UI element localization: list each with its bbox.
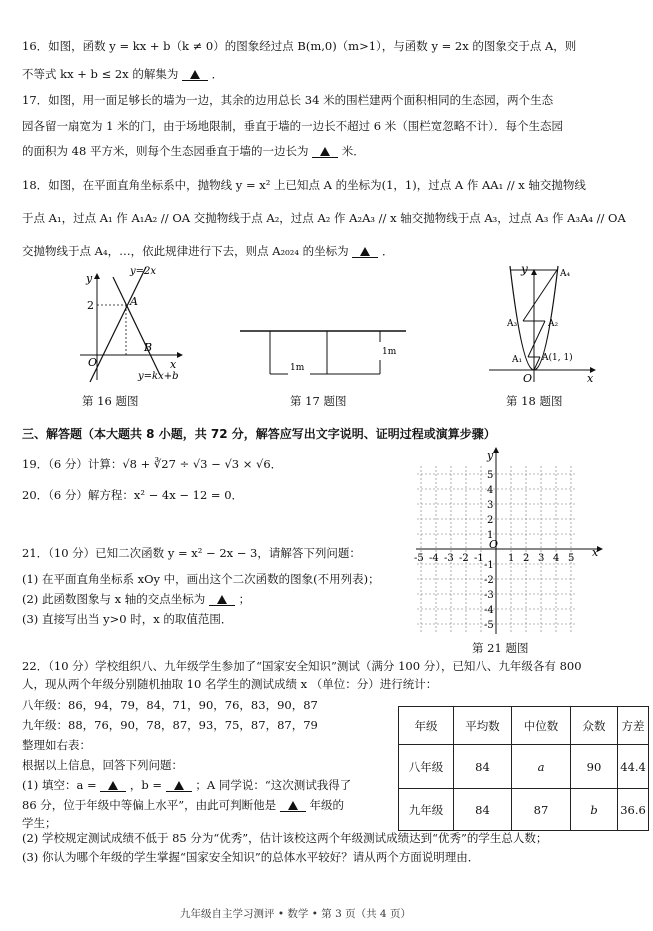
triangle-icon [174,781,184,790]
table-cell: 87 [512,789,571,831]
table-header-cell: 方差 [618,707,649,745]
fig21-caption: 第 21 题图 [472,641,529,655]
q18-line3 [22,243,393,259]
q22-grade8: 八年级：86，94，79，84，71，90，76，83，90，87 [22,698,318,712]
q16-line2-end: ． [211,67,224,81]
fig16-label-ykxb: y=kx+b [138,371,179,382]
table-cell: 八年级 [399,745,454,789]
q18-line3-text: 交抛物线于点 A₄，…，依此规律进行下去，则点 A₂₀₂₄ 的坐标为 [22,244,349,258]
x-tick-label: -2 [459,553,469,564]
figure-16 [70,262,200,387]
q20: 20．（6 分）解方程：x² − 4x − 12 = 0． [22,488,244,502]
fig18-point-a1: A₁ [512,355,523,365]
table-header-row [399,707,649,745]
fig16-caption: 第 16 题图 [82,394,139,408]
fig17-door-label-right: 1m [382,347,397,357]
q17-line3-text: 的面积为 48 平方米，则每个生态园垂直于墙的一边长为 [22,144,309,158]
fig18-x-label: x [587,372,594,385]
table-cell: 九年级 [399,789,454,831]
table-header-cell: 年级 [399,707,454,745]
q22-p1-a-text: (1) 填空：a = [22,778,97,792]
fig16-x-label: x [170,358,177,371]
fig16-y-label: y [86,272,93,285]
fig18-origin: O [523,372,533,385]
fig17-caption: 第 17 题图 [290,394,347,408]
table-cell: 44.4 [618,745,649,789]
table-cell: 84 [454,789,512,831]
q22-answer-intro: 根据以上信息，回答下列问题： [22,758,183,772]
table-header-cell: 中位数 [512,707,571,745]
q22-p1-b-text: ，b = [129,778,163,792]
triangle-icon [190,70,200,79]
q21-line3 [22,591,250,607]
q22-line1: 22．（10 分）学校组织八、九年级学生参加了“国家安全知识”测试（满分 100 分），已知八、九年级各有 800 [22,659,582,673]
q22-b-blank [166,779,192,792]
table-row [399,789,649,831]
q16-line1: 16．如图，函数 y = kx + b（k ≠ 0）的图象经过点 B(m,0)（m>1），与函数 y = 2x 的图象交于点 A，则 [22,39,577,53]
q22-p1-line2 [22,797,344,813]
x-tick-label: 2 [523,553,530,564]
q17-line3-end: 米． [341,144,365,158]
q22-stats-table [398,706,649,831]
q16-answer-blank [182,68,208,81]
fig18-seg-a1a2 [528,321,545,357]
q22-grade-blank [280,799,306,812]
figure-21-grid [412,442,608,638]
fig18-point-a3: A₃ [507,319,518,329]
triangle-icon [360,247,370,256]
table-header-cell: 平均数 [454,707,512,745]
fig21-origin: O [489,538,499,551]
page-footer: 九年级自主学习测评 • 数学 • 第 3 页（共 4 页） [180,908,411,920]
fig21-y-label: y [487,449,494,462]
fig16-tick-2: 2 [87,299,94,312]
q22-organize: 整理如右表： [22,738,91,752]
q21-line2: (1) 在平面直角坐标系 xOy 中，画出这个二次函数的图象(不用列表)； [22,572,380,586]
fig16-point-a: A [130,295,138,308]
q21-line1: 21．（10 分）已知二次函数 y = x² − 2x − 3，请解答下列问题： [22,546,361,560]
y-tick-label: 2 [487,515,494,526]
fig18-y-label: y [521,264,528,276]
q17-line3 [22,143,365,159]
fig16-line-ykxb [113,277,160,375]
x-tick-label: -5 [414,553,424,564]
fig18-point-a2: A₂ [548,319,559,329]
x-tick-label: -3 [444,553,454,564]
triangle-icon [217,595,227,604]
fig16-line-y2x [90,267,146,382]
q22-a-blank [100,779,126,792]
x-tick-label: -1 [474,553,484,564]
y-tick-label: -5 [484,620,494,631]
q18-line1: 18．如图，在平面直角坐标系中，抛物线 y = x² 上已知点 A 的坐标为(1，1)，过点 A 作 AA₁ // x 轴交抛物线 [22,178,586,192]
table-cell: a [512,745,571,789]
x-tick-label: -4 [429,553,439,564]
q21-line3-end: ； [238,592,251,606]
y-tick-label: -4 [484,605,494,616]
q16-line2-text: 不等式 kx + b ≤ 2x 的解集为 [22,67,179,81]
q22-p1-line2-end: 年级的 [309,798,344,812]
q19: 19．（6 分）计算：√8 + ∛27 ÷ √3 − √3 × √6． [22,457,283,471]
fig18-point-a: A(1, 1) [542,353,573,363]
q22-p1-line2-text: 86 分，位于年级中等偏上水平”，由此可判断他是 [22,798,277,812]
q21-answer-blank [209,593,235,606]
y-tick-label: 4 [487,485,494,496]
fig18-caption: 第 18 题图 [506,394,563,408]
q21-line4: (3) 直接写出当 y>0 时，x 的取值范围． [22,612,233,626]
q21-line3-text: (2) 此函数图象与 x 轴的交点坐标为 [22,592,206,606]
triangle-icon [108,781,118,790]
q22-line2: 人，现从两个年级分别随机抽取 10 名学生的测试成绩 x （单位：分）进行统计： [22,677,438,691]
y-tick-label: 5 [487,470,494,481]
y-tick-label: -2 [484,575,494,586]
section-3-heading: 三、解答题（本大题共 8 小题，共 72 分，解答应写出文字说明、证明过程或演算步骤） [22,427,496,441]
y-tick-label: 1 [487,530,494,541]
table-header-cell: 众数 [571,707,618,745]
x-tick-label: 4 [553,553,560,564]
q22-p1-c-text: ；A 同学说：“这次测试我得了 [195,778,352,792]
x-tick-label: 5 [568,553,575,564]
q22-p1-line1 [22,777,351,793]
triangle-icon [320,147,330,156]
fig21-x-label: x [592,546,599,559]
x-tick-label: 3 [538,553,545,564]
q16-line2 [22,66,223,82]
figure-17 [236,320,410,382]
x-tick-label: 1 [508,553,515,564]
y-tick-label: -1 [484,560,494,571]
fig16-point-b: B [144,341,153,354]
q18-answer-blank [352,245,378,258]
q17-line2: 园各留一扇宽为 1 米的门，由于场地限制，垂直于墙的一边长不超过 6 米（围栏宽忽略不计）．每个生态园 [22,119,563,133]
triangle-icon [288,801,298,810]
y-tick-label: -3 [484,590,494,601]
q18-line2: 于点 A₁，过点 A₁ 作 A₁A₂ // OA 交抛物线于点 A₂，过点 A₂ 作 A₂A₃ // x 轴交抛物线于点 A₃，过点 A₃ 作 A₃A₄ // OA [22,211,626,225]
fig17-door-label-bottom: 1m [290,363,305,373]
table-cell: 90 [571,745,618,789]
table-cell: 36.6 [618,789,649,831]
q22-p2: (2) 学校规定测试成绩不低于 85 分为“优秀”，估计该校这两个年级测试成绩达到“优秀”的学生总人数； [22,831,548,845]
q22-p1-line3: 学生； [22,816,57,830]
q22-grade9: 九年级：88，76，90，78，87，93，75，87，87，79 [22,718,318,732]
fig16-origin: O [88,356,98,369]
q17-line1: 17．如图，用一面足够长的墙为一边，其余的边用总长 34 米的围栏建两个面积相同的生态园，两个生态 [22,93,554,107]
table-cell: 84 [454,745,512,789]
fig16-label-y2x: y=2x [130,266,157,277]
y-tick-label: 3 [487,500,494,511]
q22-p3: (3) 你认为哪个年级的学生掌握“国家安全知识”的总体水平较好？请从两个方面说明理由． [22,850,480,864]
q18-line3-end: ． [381,244,394,258]
q17-answer-blank [312,145,338,158]
fig18-point-a4: A₄ [560,269,571,279]
table-cell: b [571,789,618,831]
figure-18 [483,264,603,386]
table-row [399,745,649,789]
